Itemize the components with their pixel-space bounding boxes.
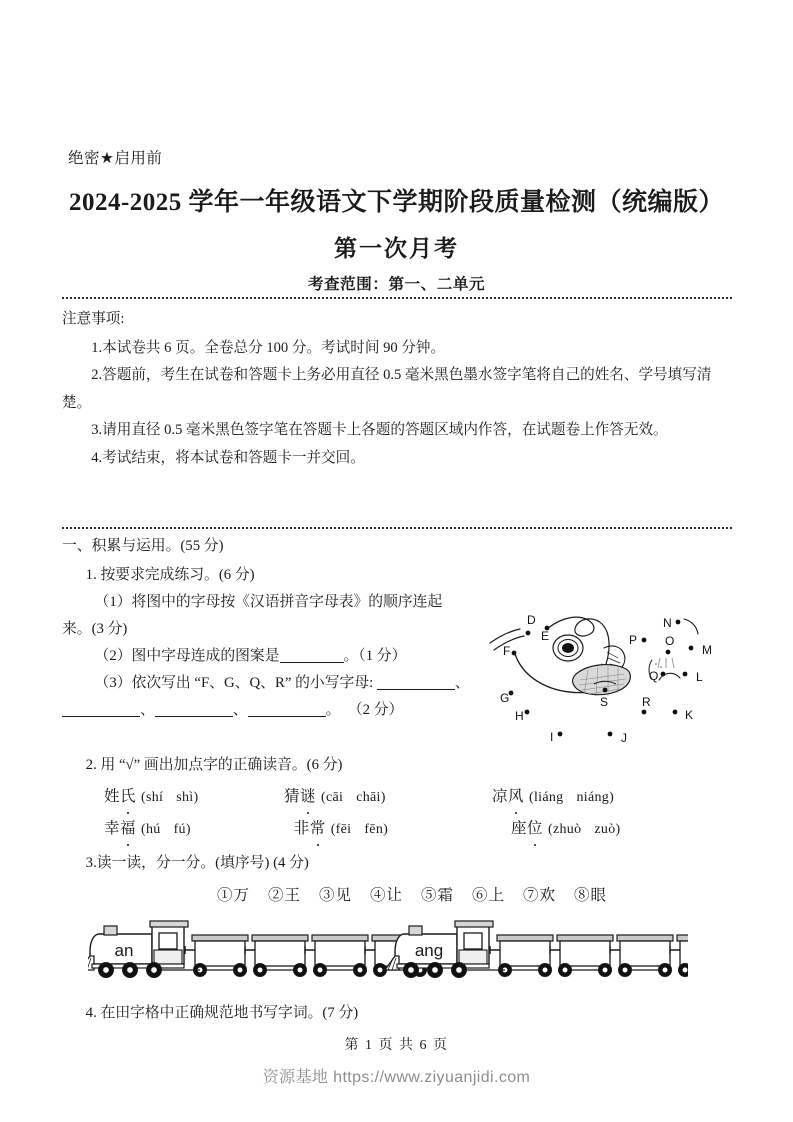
puzzle-dot-label: D	[527, 613, 536, 627]
character-option[interactable]: ①万	[216, 887, 250, 904]
train	[88, 921, 428, 978]
pinyin-choice-item[interactable]	[62, 815, 282, 843]
character-option[interactable]: ⑧眼	[574, 887, 608, 904]
character-option[interactable]: ②王	[267, 887, 301, 904]
question-1-sub2-pre: （2）图中字母连成的图案是	[94, 648, 280, 664]
train-car	[305, 935, 368, 977]
notice-item-3: 3.请用直径 0.5 毫米黑色签字笔在答题卡上各题的答题区域内作答，在试题卷上作答无效。	[91, 422, 668, 438]
puzzle-dot-label: L	[696, 670, 703, 684]
puzzle-dot	[661, 672, 666, 677]
train-car	[550, 935, 613, 977]
pinyin-choice-rows	[62, 783, 738, 843]
notice-item-4: 4.考试结束，将本试卷和答题卡一并交回。	[91, 449, 365, 466]
question-2	[62, 752, 738, 843]
train-car	[245, 935, 308, 977]
pinyin-row	[62, 783, 738, 811]
puzzle-dot-label: J	[621, 731, 627, 745]
character-option[interactable]: ③见	[318, 887, 352, 904]
puzzle-dot-label: P	[629, 633, 638, 647]
pinyin-choice-item[interactable]	[282, 815, 499, 843]
puzzle-dot-label: G	[500, 691, 510, 705]
pinyin-choice-item[interactable]	[62, 783, 284, 811]
answer-blank[interactable]	[248, 716, 326, 717]
puzzle-dot-label: I	[550, 730, 554, 744]
pinyin-choice-item[interactable]	[284, 783, 492, 811]
puzzle-dot-label: M	[702, 643, 712, 657]
word-text: 非常	[294, 815, 326, 842]
pinyin-options[interactable]: (cāi chāi)	[321, 790, 386, 805]
notice-item-1: 1.本试卷共 6 页。全卷总分 100 分。考试时间 90 分钟。	[91, 339, 446, 356]
sub3-sep-2: 、	[140, 702, 155, 718]
sub3-sep-3: 、	[232, 702, 248, 718]
puzzle-dot	[683, 672, 688, 677]
dot-to-dot-puzzle-image	[484, 588, 734, 746]
question-1-sub1-line2: 来。(3 分)	[62, 621, 128, 637]
puzzle-dot-label: F	[503, 644, 511, 658]
puzzle-dot-label: R	[642, 695, 651, 709]
page-subtitle: 第一次月考	[334, 236, 459, 261]
locomotive	[385, 921, 493, 978]
sub3-sep-1: 、	[454, 675, 470, 691]
question-2-title: 2. 用 “√” 画出加点字的正确读音。(6 分)	[85, 757, 343, 773]
train-label: an	[114, 941, 134, 960]
puzzle-dot	[558, 732, 563, 737]
puzzle-dot	[642, 638, 647, 643]
puzzle-dot-label: K	[685, 708, 694, 722]
train-label: ang	[414, 941, 444, 960]
notice-heading: 注意事项:	[62, 311, 125, 327]
question-1-sub3	[62, 670, 482, 697]
puzzle-dot	[512, 651, 517, 656]
divider-mid	[62, 527, 732, 529]
question-1-sub2-post: 。（1 分）	[343, 648, 407, 664]
word-text: 猜谜	[284, 783, 316, 810]
character-option[interactable]: ⑦欢	[523, 887, 557, 904]
question-4-title: 4. 在田字格中正确规范地书写字词。(7 分)	[85, 1005, 359, 1021]
pinyin-options[interactable]: (zhuò zuò)	[548, 822, 621, 837]
puzzle-dot-label: O	[665, 634, 675, 648]
train-illustration	[88, 912, 688, 990]
dotted-character: 风	[508, 783, 524, 810]
notice-block	[62, 306, 738, 472]
answer-blank[interactable]	[377, 689, 455, 690]
character-option-list	[62, 882, 738, 909]
puzzle-dot-label: H	[515, 709, 524, 723]
secret-label: 绝密★启用前	[68, 150, 163, 167]
question-4	[62, 1000, 738, 1027]
character-option[interactable]: ⑤霜	[421, 887, 455, 904]
train-car	[610, 935, 673, 977]
answer-blank[interactable]	[280, 662, 344, 663]
puzzle-dot-label: N	[663, 616, 672, 630]
watermark: 资源基地 https://www.ziyuanjidi.com	[262, 1069, 531, 1086]
section-heading-1: 一、积累与运用。(55 分)	[62, 538, 224, 554]
pinyin-row	[62, 815, 738, 843]
puzzle-dot	[603, 688, 608, 693]
answer-blank[interactable]	[62, 716, 140, 717]
question-1-sub3-pre: （3）依次写出 “F、G、Q、R” 的小写字母:	[94, 675, 374, 691]
sub3-score: （2 分）	[347, 702, 404, 718]
word-text: 姓氏	[104, 783, 136, 810]
dotted-character: 谜	[300, 783, 316, 810]
question-1-sub3-cont	[62, 697, 482, 724]
character-option[interactable]: ⑥上	[472, 887, 506, 904]
puzzle-dot	[642, 710, 647, 715]
pinyin-options[interactable]: (hú fú)	[141, 822, 191, 837]
notice-item-2: 2.答题前，考生在试卷和答题卡上务必用直径 0.5 毫米黑色墨水签字笔将自己的姓名、学号填写清楚。	[62, 367, 712, 411]
puzzle-dot	[676, 620, 681, 625]
question-1-title: 1. 按要求完成练习。(6 分)	[85, 567, 255, 583]
pinyin-options[interactable]: (liáng niáng)	[529, 790, 615, 805]
exam-scope: 考查范围：第一、二单元	[307, 276, 486, 293]
question-1-sub1-line1: （1）将图中的字母按《汉语拼音字母表》的顺序连起	[94, 594, 443, 610]
dotted-character: 位	[527, 815, 543, 842]
question-1	[62, 562, 482, 724]
dotted-character: 福	[120, 815, 136, 842]
question-3-title: 3.读一读，分一分。(填序号) (4 分)	[85, 855, 309, 871]
dotted-character: 常	[310, 815, 326, 842]
locomotive	[88, 921, 188, 978]
word-text: 凉风	[492, 783, 524, 810]
sub3-end: 。	[325, 702, 341, 718]
word-text: 座位	[511, 815, 543, 842]
question-1-sub2	[62, 643, 482, 670]
page-number: 第 1 页 共 6 页	[344, 1038, 449, 1053]
page-title: 2024-2025 学年一年级语文下学期阶段质量检测（统编版）	[68, 189, 725, 216]
puzzle-dot	[526, 631, 531, 636]
puzzle-dot	[666, 650, 671, 655]
pinyin-options[interactable]: (fēi fēn)	[330, 822, 389, 837]
question-3	[62, 850, 738, 909]
character-option[interactable]: ④让	[369, 887, 403, 904]
puzzle-dot	[608, 732, 613, 737]
pinyin-choice-item[interactable]	[492, 783, 722, 811]
puzzle-dot	[525, 710, 530, 715]
puzzle-dot-label: Q	[649, 669, 659, 683]
puzzle-dot	[689, 646, 694, 651]
answer-blank[interactable]	[155, 716, 233, 717]
word-text: 幸福	[104, 815, 136, 842]
pinyin-options[interactable]: (shí shì)	[141, 790, 199, 805]
dotted-character: 氏	[120, 783, 136, 810]
puzzle-dot-label: E	[541, 629, 550, 643]
puzzle-dot	[673, 710, 678, 715]
divider-top	[62, 297, 732, 299]
train	[385, 921, 688, 978]
puzzle-dot-label: S	[600, 695, 609, 709]
pinyin-choice-item[interactable]	[499, 815, 738, 843]
